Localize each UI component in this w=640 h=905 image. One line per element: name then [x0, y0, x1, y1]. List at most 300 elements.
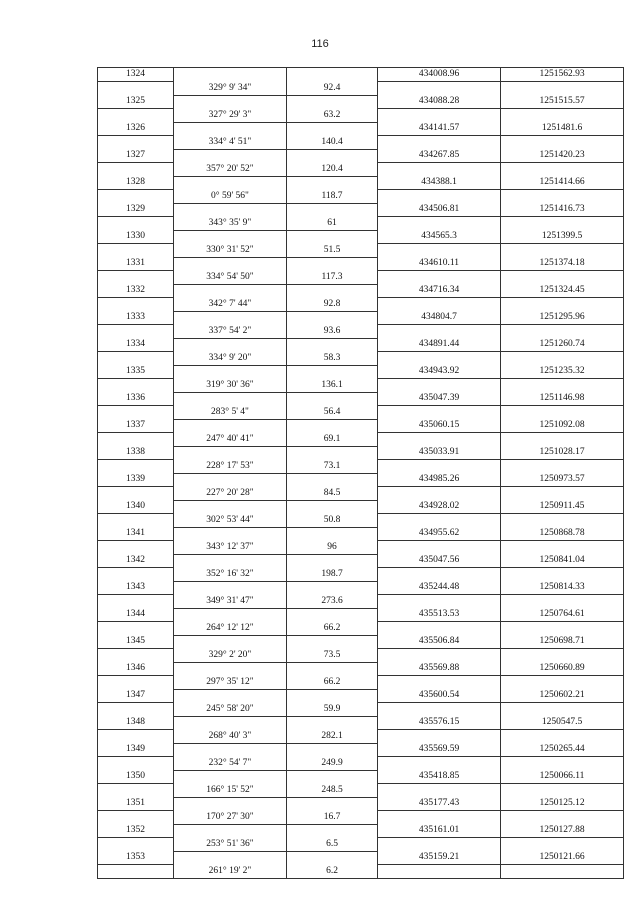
point-number-cell: 1335	[98, 365, 174, 379]
point-number-cell: 1329	[98, 203, 174, 217]
direction-angle-cell	[174, 554, 287, 568]
point-row	[98, 851, 624, 865]
distance-cell	[287, 68, 378, 82]
x-coordinate-cell	[378, 622, 501, 636]
segment-row	[98, 838, 624, 852]
direction-angle-cell	[174, 149, 287, 163]
distance-cell: 136.1	[287, 379, 378, 393]
distance-cell: 198.7	[287, 568, 378, 582]
point-number-cell: 1333	[98, 311, 174, 325]
x-coordinate-cell	[378, 163, 501, 177]
point-row	[98, 500, 624, 514]
x-coordinate-cell: 435047.56	[378, 554, 501, 568]
y-coordinate-cell	[501, 325, 624, 339]
direction-angle-cell: 334° 4' 51"	[174, 136, 287, 150]
distance-cell: 92.8	[287, 298, 378, 312]
y-coordinate-cell: 1251146.98	[501, 392, 624, 406]
direction-angle-cell	[174, 122, 287, 136]
page-number: 116	[311, 38, 329, 50]
segment-row	[98, 271, 624, 285]
x-coordinate-cell: 435600.54	[378, 689, 501, 703]
point-number-cell: 1338	[98, 446, 174, 460]
direction-angle-cell: 261° 19' 2"	[174, 865, 287, 879]
distance-cell	[287, 500, 378, 514]
segment-row	[98, 622, 624, 636]
y-coordinate-cell: 1250911.45	[501, 500, 624, 514]
direction-angle-cell	[174, 68, 287, 82]
y-coordinate-cell	[501, 784, 624, 798]
y-coordinate-cell	[501, 730, 624, 744]
x-coordinate-cell: 435506.84	[378, 635, 501, 649]
point-number-cell	[98, 838, 174, 852]
direction-angle-cell	[174, 230, 287, 244]
direction-angle-cell	[174, 338, 287, 352]
direction-angle-cell: 283° 5' 4"	[174, 406, 287, 420]
point-number-cell: 1326	[98, 122, 174, 136]
distance-cell: 59.9	[287, 703, 378, 717]
x-coordinate-cell: 435569.59	[378, 743, 501, 757]
x-coordinate-cell	[378, 352, 501, 366]
distance-cell: 120.4	[287, 163, 378, 177]
segment-row	[98, 325, 624, 339]
x-coordinate-cell	[378, 487, 501, 501]
point-number-cell: 1336	[98, 392, 174, 406]
point-row	[98, 149, 624, 163]
point-number-cell: 1334	[98, 338, 174, 352]
point-number-cell: 1324	[98, 68, 174, 82]
y-coordinate-cell: 1250814.33	[501, 581, 624, 595]
y-coordinate-cell	[501, 163, 624, 177]
x-coordinate-cell	[378, 298, 501, 312]
x-coordinate-cell	[378, 190, 501, 204]
distance-cell: 73.1	[287, 460, 378, 474]
y-coordinate-cell: 1250973.57	[501, 473, 624, 487]
direction-angle-cell: 327° 29' 3"	[174, 109, 287, 123]
distance-cell	[287, 473, 378, 487]
direction-angle-cell	[174, 311, 287, 325]
distance-cell	[287, 851, 378, 865]
segment-row	[98, 433, 624, 447]
direction-angle-cell	[174, 662, 287, 676]
x-coordinate-cell: 434506.81	[378, 203, 501, 217]
y-coordinate-cell	[501, 460, 624, 474]
x-coordinate-cell	[378, 325, 501, 339]
x-coordinate-cell: 434804.7	[378, 311, 501, 325]
x-coordinate-cell	[378, 757, 501, 771]
x-coordinate-cell: 435047.39	[378, 392, 501, 406]
point-row	[98, 257, 624, 271]
x-coordinate-cell	[378, 433, 501, 447]
x-coordinate-cell: 435513.53	[378, 608, 501, 622]
distance-cell	[287, 284, 378, 298]
point-number-cell: 1346	[98, 662, 174, 676]
point-row	[98, 527, 624, 541]
point-row	[98, 662, 624, 676]
y-coordinate-cell	[501, 136, 624, 150]
direction-angle-cell: 253° 51' 36"	[174, 838, 287, 852]
segment-row	[98, 109, 624, 123]
x-coordinate-cell	[378, 217, 501, 231]
distance-cell: 66.2	[287, 622, 378, 636]
point-row	[98, 581, 624, 595]
distance-cell	[287, 419, 378, 433]
segment-row	[98, 460, 624, 474]
distance-cell: 248.5	[287, 784, 378, 798]
point-number-cell: 1352	[98, 824, 174, 838]
x-coordinate-cell	[378, 514, 501, 528]
direction-angle-cell: 232° 54' 7"	[174, 757, 287, 771]
x-coordinate-cell: 435244.48	[378, 581, 501, 595]
point-row	[98, 635, 624, 649]
distance-cell: 273.6	[287, 595, 378, 609]
y-coordinate-cell: 1250265.44	[501, 743, 624, 757]
x-coordinate-cell	[378, 406, 501, 420]
point-number-cell: 1340	[98, 500, 174, 514]
y-coordinate-cell: 1251260.74	[501, 338, 624, 352]
distance-cell: 58.3	[287, 352, 378, 366]
direction-angle-cell: 264° 12' 12"	[174, 622, 287, 636]
segment-row	[98, 865, 624, 879]
distance-cell	[287, 743, 378, 757]
direction-angle-cell: 268° 40' 3"	[174, 730, 287, 744]
direction-angle-cell: 227° 20' 28"	[174, 487, 287, 501]
x-coordinate-cell: 434267.85	[378, 149, 501, 163]
y-coordinate-cell: 1251562.93	[501, 68, 624, 82]
direction-angle-cell	[174, 176, 287, 190]
segment-row	[98, 757, 624, 771]
distance-cell	[287, 446, 378, 460]
x-coordinate-cell: 434891.44	[378, 338, 501, 352]
x-coordinate-cell	[378, 811, 501, 825]
point-number-cell	[98, 865, 174, 879]
distance-cell: 16.7	[287, 811, 378, 825]
distance-cell	[287, 311, 378, 325]
direction-angle-cell: 170° 27' 30"	[174, 811, 287, 825]
point-number-cell: 1350	[98, 770, 174, 784]
direction-angle-cell: 228° 17' 53"	[174, 460, 287, 474]
distance-cell	[287, 203, 378, 217]
distance-cell: 118.7	[287, 190, 378, 204]
point-number-cell	[98, 379, 174, 393]
point-number-cell	[98, 244, 174, 258]
point-number-cell	[98, 487, 174, 501]
point-number-cell	[98, 433, 174, 447]
distance-cell	[287, 365, 378, 379]
direction-angle-cell	[174, 797, 287, 811]
segment-row	[98, 595, 624, 609]
y-coordinate-cell	[501, 406, 624, 420]
segment-row	[98, 514, 624, 528]
point-number-cell	[98, 136, 174, 150]
y-coordinate-cell: 1250698.71	[501, 635, 624, 649]
segment-row	[98, 703, 624, 717]
direction-angle-cell: 319° 30' 36"	[174, 379, 287, 393]
distance-cell: 6.2	[287, 865, 378, 879]
y-coordinate-cell	[501, 541, 624, 555]
direction-angle-cell	[174, 527, 287, 541]
segment-row	[98, 352, 624, 366]
segment-row	[98, 406, 624, 420]
direction-angle-cell: 0° 59' 56"	[174, 190, 287, 204]
direction-angle-cell	[174, 851, 287, 865]
coordinates-table	[97, 67, 624, 879]
point-row	[98, 95, 624, 109]
segment-row	[98, 811, 624, 825]
x-coordinate-cell: 434943.92	[378, 365, 501, 379]
distance-cell: 6.5	[287, 838, 378, 852]
coordinates-table-body	[98, 68, 624, 879]
direction-angle-cell: 302° 53' 44"	[174, 514, 287, 528]
point-row	[98, 230, 624, 244]
direction-angle-cell	[174, 365, 287, 379]
direction-angle-cell: 330° 31' 52"	[174, 244, 287, 258]
y-coordinate-cell	[501, 433, 624, 447]
y-coordinate-cell: 1250841.04	[501, 554, 624, 568]
point-number-cell: 1347	[98, 689, 174, 703]
point-number-cell	[98, 325, 174, 339]
direction-angle-cell: 352° 16' 32"	[174, 568, 287, 582]
point-number-cell	[98, 784, 174, 798]
direction-angle-cell	[174, 203, 287, 217]
x-coordinate-cell	[378, 460, 501, 474]
point-number-cell	[98, 271, 174, 285]
segment-row	[98, 298, 624, 312]
x-coordinate-cell	[378, 676, 501, 690]
point-row	[98, 68, 624, 82]
distance-cell: 56.4	[287, 406, 378, 420]
x-coordinate-cell: 434716.34	[378, 284, 501, 298]
distance-cell	[287, 716, 378, 730]
point-number-cell	[98, 406, 174, 420]
x-coordinate-cell	[378, 568, 501, 582]
x-coordinate-cell	[378, 784, 501, 798]
direction-angle-cell	[174, 95, 287, 109]
distance-cell: 73.5	[287, 649, 378, 663]
x-coordinate-cell	[378, 838, 501, 852]
direction-angle-cell	[174, 716, 287, 730]
y-coordinate-cell	[501, 676, 624, 690]
x-coordinate-cell	[378, 109, 501, 123]
y-coordinate-cell: 1251092.08	[501, 419, 624, 433]
x-coordinate-cell: 434610.11	[378, 257, 501, 271]
point-number-cell: 1345	[98, 635, 174, 649]
x-coordinate-cell	[378, 649, 501, 663]
y-coordinate-cell	[501, 703, 624, 717]
distance-cell: 117.3	[287, 271, 378, 285]
direction-angle-cell: 297° 35' 12"	[174, 676, 287, 690]
distance-cell	[287, 176, 378, 190]
point-number-cell	[98, 514, 174, 528]
direction-angle-cell: 349° 31' 47"	[174, 595, 287, 609]
y-coordinate-cell	[501, 838, 624, 852]
y-coordinate-cell: 1251324.45	[501, 284, 624, 298]
x-coordinate-cell	[378, 703, 501, 717]
x-coordinate-cell: 435418.85	[378, 770, 501, 784]
point-number-cell: 1343	[98, 581, 174, 595]
point-number-cell: 1341	[98, 527, 174, 541]
x-coordinate-cell	[378, 379, 501, 393]
point-row	[98, 392, 624, 406]
point-row	[98, 770, 624, 784]
direction-angle-cell: 343° 12' 37"	[174, 541, 287, 555]
x-coordinate-cell	[378, 136, 501, 150]
point-number-cell	[98, 730, 174, 744]
direction-angle-cell	[174, 581, 287, 595]
point-row	[98, 554, 624, 568]
distance-cell: 51.5	[287, 244, 378, 258]
point-number-cell: 1328	[98, 176, 174, 190]
distance-cell	[287, 95, 378, 109]
distance-cell: 92.4	[287, 82, 378, 96]
direction-angle-cell	[174, 446, 287, 460]
x-coordinate-cell	[378, 541, 501, 555]
segment-row	[98, 163, 624, 177]
direction-angle-cell	[174, 392, 287, 406]
point-number-cell	[98, 109, 174, 123]
y-coordinate-cell	[501, 109, 624, 123]
point-number-cell	[98, 298, 174, 312]
y-coordinate-cell: 1250066.11	[501, 770, 624, 784]
point-row	[98, 689, 624, 703]
distance-cell: 61	[287, 217, 378, 231]
x-coordinate-cell	[378, 82, 501, 96]
point-row	[98, 446, 624, 460]
x-coordinate-cell	[378, 730, 501, 744]
direction-angle-cell: 166° 15' 52"	[174, 784, 287, 798]
direction-angle-cell: 247° 40' 41"	[174, 433, 287, 447]
y-coordinate-cell: 1251374.18	[501, 257, 624, 271]
distance-cell	[287, 122, 378, 136]
x-coordinate-cell: 435161.01	[378, 824, 501, 838]
y-coordinate-cell: 1250127.88	[501, 824, 624, 838]
x-coordinate-cell: 434928.02	[378, 500, 501, 514]
segment-row	[98, 784, 624, 798]
y-coordinate-cell	[501, 190, 624, 204]
distance-cell: 50.8	[287, 514, 378, 528]
point-row	[98, 365, 624, 379]
y-coordinate-cell	[501, 757, 624, 771]
y-coordinate-cell	[501, 487, 624, 501]
y-coordinate-cell	[501, 622, 624, 636]
point-number-cell	[98, 811, 174, 825]
point-row	[98, 203, 624, 217]
point-number-cell	[98, 460, 174, 474]
y-coordinate-cell: 1251295.96	[501, 311, 624, 325]
y-coordinate-cell	[501, 298, 624, 312]
x-coordinate-cell	[378, 271, 501, 285]
x-coordinate-cell: 435033.91	[378, 446, 501, 460]
distance-cell: 66.2	[287, 676, 378, 690]
direction-angle-cell	[174, 824, 287, 838]
y-coordinate-cell: 1251399.5	[501, 230, 624, 244]
x-coordinate-cell: 434388.1	[378, 176, 501, 190]
y-coordinate-cell: 1250602.21	[501, 689, 624, 703]
point-number-cell: 1325	[98, 95, 174, 109]
point-row	[98, 608, 624, 622]
segment-row	[98, 136, 624, 150]
direction-angle-cell: 245° 58' 20"	[174, 703, 287, 717]
point-row	[98, 176, 624, 190]
point-number-cell	[98, 82, 174, 96]
point-number-cell: 1353	[98, 851, 174, 865]
x-coordinate-cell: 434565.3	[378, 230, 501, 244]
y-coordinate-cell	[501, 244, 624, 258]
direction-angle-cell	[174, 743, 287, 757]
point-number-cell	[98, 568, 174, 582]
direction-angle-cell: 337° 54' 2"	[174, 325, 287, 339]
point-row	[98, 716, 624, 730]
y-coordinate-cell: 1251416.73	[501, 203, 624, 217]
y-coordinate-cell	[501, 811, 624, 825]
distance-cell: 249.9	[287, 757, 378, 771]
direction-angle-cell	[174, 284, 287, 298]
y-coordinate-cell: 1251515.57	[501, 95, 624, 109]
x-coordinate-cell: 435576.15	[378, 716, 501, 730]
point-row	[98, 824, 624, 838]
point-number-cell	[98, 676, 174, 690]
point-number-cell	[98, 622, 174, 636]
distance-cell	[287, 797, 378, 811]
y-coordinate-cell	[501, 379, 624, 393]
point-row	[98, 284, 624, 298]
y-coordinate-cell	[501, 595, 624, 609]
x-coordinate-cell	[378, 595, 501, 609]
point-number-cell: 1337	[98, 419, 174, 433]
y-coordinate-cell	[501, 568, 624, 582]
segment-row	[98, 190, 624, 204]
distance-cell: 63.2	[287, 109, 378, 123]
distance-cell	[287, 527, 378, 541]
distance-cell	[287, 581, 378, 595]
point-number-cell	[98, 163, 174, 177]
segment-row	[98, 244, 624, 258]
y-coordinate-cell: 1251414.66	[501, 176, 624, 190]
y-coordinate-cell	[501, 82, 624, 96]
y-coordinate-cell	[501, 865, 624, 879]
segment-row	[98, 541, 624, 555]
distance-cell: 140.4	[287, 136, 378, 150]
segment-row	[98, 730, 624, 744]
y-coordinate-cell	[501, 649, 624, 663]
segment-row	[98, 568, 624, 582]
distance-cell: 96	[287, 541, 378, 555]
point-row	[98, 797, 624, 811]
segment-row	[98, 379, 624, 393]
distance-cell	[287, 635, 378, 649]
x-coordinate-cell: 435569.88	[378, 662, 501, 676]
segment-row	[98, 676, 624, 690]
point-number-cell: 1331	[98, 257, 174, 271]
direction-angle-cell	[174, 473, 287, 487]
distance-cell	[287, 230, 378, 244]
point-number-cell	[98, 595, 174, 609]
distance-cell	[287, 257, 378, 271]
y-coordinate-cell	[501, 217, 624, 231]
point-number-cell	[98, 703, 174, 717]
y-coordinate-cell: 1250868.78	[501, 527, 624, 541]
distance-cell: 93.6	[287, 325, 378, 339]
point-row	[98, 122, 624, 136]
direction-angle-cell: 357° 20' 52"	[174, 163, 287, 177]
direction-angle-cell	[174, 689, 287, 703]
point-number-cell: 1348	[98, 716, 174, 730]
direction-angle-cell: 334° 9' 20"	[174, 352, 287, 366]
x-coordinate-cell: 435177.43	[378, 797, 501, 811]
x-coordinate-cell: 435060.15	[378, 419, 501, 433]
y-coordinate-cell	[501, 352, 624, 366]
distance-cell: 282.1	[287, 730, 378, 744]
direction-angle-cell	[174, 770, 287, 784]
